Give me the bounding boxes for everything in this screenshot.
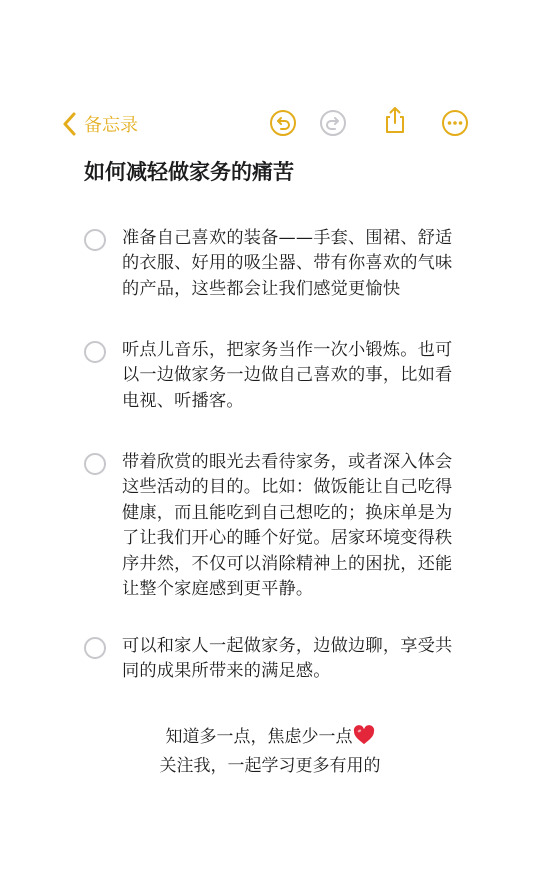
heart-icon xyxy=(353,725,375,745)
undo-icon xyxy=(268,108,298,138)
checklist-item-text[interactable]: 准备自己喜欢的装备——手套、围裙、舒适的衣服、好用的吸尘器、带有你喜欢的气味的产品，这些都会让我们感觉更愉快 xyxy=(122,228,453,299)
undo-button[interactable] xyxy=(268,108,298,138)
checklist-item-text[interactable]: 听点儿音乐，把家务当作一次小锻炼。也可以一边做家务一边做自己喜欢的事，比如看电视、听播客。 xyxy=(122,340,453,411)
footer-text-1: 知道多一点，焦虑少一点 xyxy=(165,727,353,747)
footer-text-2: 关注我，一起学习更多有用的 xyxy=(159,756,381,776)
navigation-bar xyxy=(0,104,540,144)
checklist-checkbox[interactable] xyxy=(84,229,106,251)
redo-icon xyxy=(318,108,348,138)
checklist-checkbox[interactable] xyxy=(84,341,106,363)
note-title: 如何减轻做家务的痛苦 xyxy=(84,160,294,184)
footer-line-2 xyxy=(0,751,540,776)
chevron-left-icon xyxy=(62,111,78,137)
redo-button[interactable] xyxy=(318,108,348,138)
checklist-item-text[interactable]: 可以和家人一起做家务，边做边聊，享受共同的成果所带来的满足感。 xyxy=(122,636,453,682)
share-icon xyxy=(380,105,410,135)
share-button[interactable] xyxy=(380,105,410,135)
back-label: 备忘录 xyxy=(84,115,138,136)
more-icon xyxy=(440,108,470,138)
more-button[interactable] xyxy=(440,108,470,138)
checklist-checkbox[interactable] xyxy=(84,637,106,659)
checklist-item-text[interactable]: 带着欣赏的眼光去看待家务，或者深入体会这些活动的目的。比如：做饭能让自己吃得健康，而且能吃到自己想吃的；换床单是为了让我们开心的睡个好觉。居家环境变得秩序井然，不仅可以消除精神上的困扰，还能让整个家庭感到更平静。 xyxy=(122,452,453,600)
back-button[interactable] xyxy=(62,110,138,138)
checklist-checkbox[interactable] xyxy=(84,453,106,475)
footer-line-1 xyxy=(0,722,540,747)
